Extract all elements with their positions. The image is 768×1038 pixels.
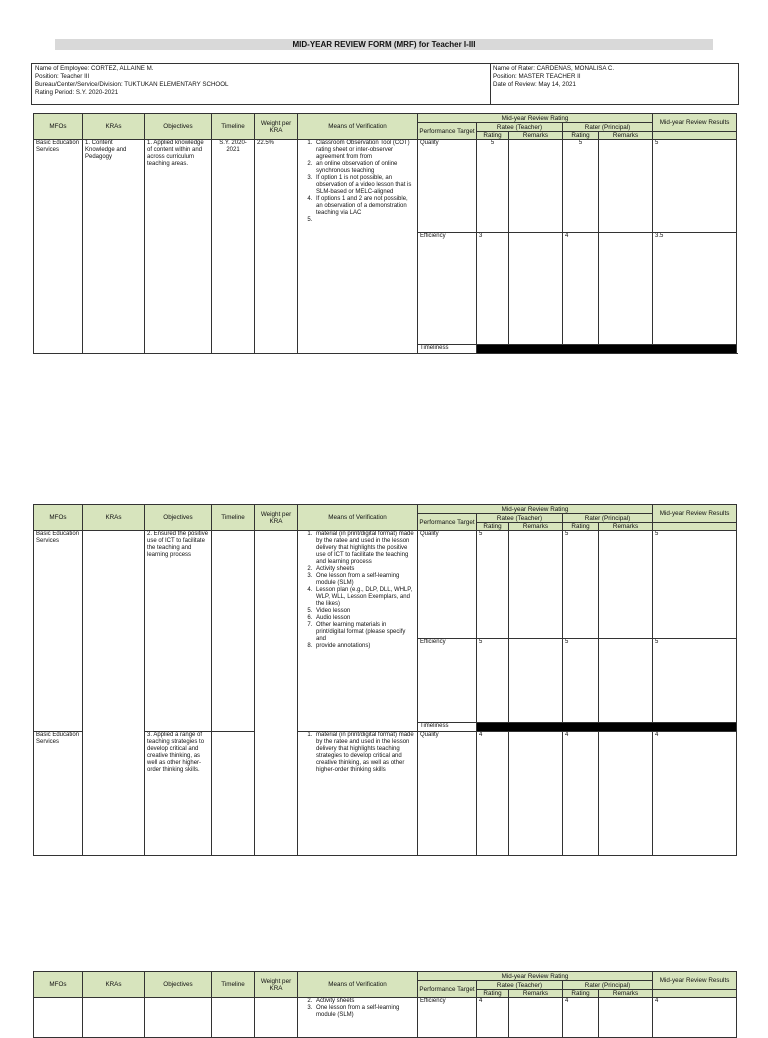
objective-cell: 3. Applied a range of teaching strategies to develop critical and creative thinking, as well as other higher-order thinking skills.	[145, 732, 212, 856]
target-efficiency: Efficiency	[418, 233, 477, 345]
rater-remarks	[599, 233, 653, 345]
header-ratee-rating: Rating	[477, 523, 509, 531]
header-timeline: Timeline	[212, 972, 255, 998]
mov-cell	[298, 998, 418, 1038]
ratee-remarks	[509, 233, 563, 345]
blackout-cell	[477, 723, 737, 732]
mov-list	[300, 998, 415, 1019]
list-item: 1. material (in print/digital format) made by the ratee and used in the lesson delivery that highlights teaching strategies to develop critical and creative thinking, as well as other higher-order thinking skills	[314, 732, 415, 774]
mov-cell	[298, 732, 418, 856]
list-item	[314, 217, 415, 224]
ratee-rating: 4	[477, 998, 509, 1038]
weight-cell: 22.5%	[255, 140, 298, 354]
header-ratee-remarks: Remarks	[509, 990, 563, 998]
form-title: MID-YEAR REVIEW FORM (MRF) for Teacher I-III	[55, 39, 713, 50]
header-timeline: Timeline	[212, 114, 255, 140]
target-efficiency: Efficiency	[418, 998, 477, 1038]
header-kras: KRAs	[83, 505, 145, 531]
list-item: 5. Video lesson	[314, 608, 415, 615]
header-rater-rating: Rating	[563, 132, 599, 140]
ratee-remarks	[509, 998, 563, 1038]
objective-cell	[145, 998, 212, 1038]
rater-position: Position: MASTER TEACHER II	[493, 73, 581, 80]
timeline-cell	[212, 998, 255, 1038]
employee-info	[35, 65, 490, 97]
mov-list	[300, 531, 415, 650]
header-performance-target: Performance Target	[418, 514, 477, 531]
rater-remarks	[599, 639, 653, 723]
header-results-blank	[653, 990, 737, 998]
rater-remarks	[599, 998, 653, 1038]
ratee-rating: 4	[477, 732, 509, 856]
mfo-cell: Basic Education Services	[34, 140, 83, 354]
header-mid-year-rating: Mid-year Review Rating	[418, 505, 653, 514]
target-timeliness: Timeliness	[418, 723, 477, 732]
header-weight: Weight per KRA	[255, 114, 298, 140]
list-item: 2. Activity sheets	[314, 998, 415, 1005]
kra-cell: 1. Content Knowledge and Pedagogy	[83, 140, 145, 354]
ratee-remarks	[509, 140, 563, 233]
header-objectives: Objectives	[145, 114, 212, 140]
target-timeliness: Timeliness	[418, 345, 477, 354]
header-mid-year-results: Mid-year Review Results	[653, 505, 737, 523]
header-ratee: Ratee (Teacher)	[477, 981, 563, 990]
employee-info-box	[31, 63, 739, 105]
header-kras: KRAs	[83, 972, 145, 998]
result-cell: 4	[653, 998, 737, 1038]
mfo-cell	[34, 998, 83, 1038]
header-ratee-remarks: Remarks	[509, 132, 563, 140]
rater-rating: 5	[563, 140, 599, 233]
header-performance-target: Performance Target	[418, 123, 477, 140]
list-item: 8. provide annotations)	[314, 643, 415, 650]
timeline-cell	[212, 732, 255, 856]
header-rater-remarks: Remarks	[599, 523, 653, 531]
header-rater: Rater (Principal)	[563, 514, 653, 523]
header-rater-rating: Rating	[563, 990, 599, 998]
header-objectives: Objectives	[145, 505, 212, 531]
info-divider	[490, 64, 491, 104]
table-row	[34, 998, 737, 1038]
list-item: 1. Classroom Observation Tool (COT) rating sheet or inter-observer agreement from from	[314, 140, 415, 161]
timeline-cell: S.Y. 2020-2021	[212, 140, 255, 354]
ratee-remarks	[509, 639, 563, 723]
header-mfos: MFOs	[34, 505, 83, 531]
blackout-cell	[477, 345, 737, 354]
header-ratee-remarks: Remarks	[509, 523, 563, 531]
rater-remarks	[599, 732, 653, 856]
header-mov: Means of Verification	[298, 505, 418, 531]
header-kras: KRAs	[83, 114, 145, 140]
list-item: 2. an online observation of online synchronous teaching	[314, 161, 415, 175]
ratee-rating: 3	[477, 233, 509, 345]
header-timeline: Timeline	[212, 505, 255, 531]
rater-info	[493, 65, 733, 89]
header-mfos: MFOs	[34, 972, 83, 998]
ratee-rating: 5	[477, 531, 509, 639]
header-rater-rating: Rating	[563, 523, 599, 531]
review-table-1	[33, 113, 737, 354]
list-item: 4. If options 1 and 2 are not possible, an observation of a demonstration teaching via LAC	[314, 196, 415, 217]
review-table-3	[33, 971, 737, 1038]
rater-name: Name of Rater: CARDENAS, MONALISA C.	[493, 65, 615, 72]
rating-period: Rating Period: S.Y. 2020-2021	[35, 89, 119, 96]
header-performance-target: Performance Target	[418, 981, 477, 998]
weight-cell	[255, 531, 298, 856]
header-mid-year-rating: Mid-year Review Rating	[418, 114, 653, 123]
objective-cell: 1. Applied knowledge of content within and across curriculum teaching areas.	[145, 140, 212, 354]
header-ratee: Ratee (Teacher)	[477, 514, 563, 523]
list-item: 3. One lesson from a self-learning module (SLM)	[314, 1005, 415, 1019]
header-weight: Weight per KRA	[255, 505, 298, 531]
list-item: 3. If option 1 is not possible, an observation of a video lesson that is SLM-based or MELC-aligned	[314, 175, 415, 196]
timeline-cell	[212, 531, 255, 732]
mfo-cell: Basic Education Services	[34, 732, 83, 856]
list-item: 4. Lesson plan (e.g., DLP, DLL, WHLP, WLP, WLL, Lesson Exemplars, and the likes)	[314, 587, 415, 608]
list-item: 7. Other learning materials in print/digital format (please specify and	[314, 622, 415, 643]
rater-rating: 5	[563, 531, 599, 639]
list-item: 1. material (in print/digital format) made by the ratee and used in the lesson delivery that highlights the positive use of ICT to facilitate the teaching and learning process	[314, 531, 415, 566]
result-cell: 3.5	[653, 233, 737, 345]
table-row	[34, 140, 737, 233]
list-item: 2. Activity sheets	[314, 566, 415, 573]
list-item: 6. Audio lesson	[314, 615, 415, 622]
mov-list	[300, 140, 415, 224]
rater-remarks	[599, 140, 653, 233]
ratee-rating: 5	[477, 639, 509, 723]
kra-cell	[83, 998, 145, 1038]
header-mid-year-results: Mid-year Review Results	[653, 114, 737, 132]
header-results-blank	[653, 523, 737, 531]
employee-bureau: Bureau/Center/Service/Division: TUKTUKAN ELEMENTARY SCHOOL	[35, 81, 229, 88]
header-mov: Means of Verification	[298, 114, 418, 140]
result-cell: 5	[653, 140, 737, 233]
mov-list	[300, 732, 415, 774]
mov-cell	[298, 531, 418, 732]
header-mov: Means of Verification	[298, 972, 418, 998]
header-weight: Weight per KRA	[255, 972, 298, 998]
header-rater: Rater (Principal)	[563, 981, 653, 990]
header-objectives: Objectives	[145, 972, 212, 998]
header-rater-remarks: Remarks	[599, 990, 653, 998]
header-mid-year-results: Mid-year Review Results	[653, 972, 737, 990]
rater-rating: 4	[563, 233, 599, 345]
ratee-remarks	[509, 732, 563, 856]
target-quality: Quality	[418, 531, 477, 639]
weight-cell	[255, 998, 298, 1038]
rater-remarks	[599, 531, 653, 639]
header-ratee-rating: Rating	[477, 132, 509, 140]
mfo-cell: Basic Education Services	[34, 531, 83, 732]
employee-name: Name of Employee: CORTEZ, ALLAINE M.	[35, 65, 154, 72]
ratee-remarks	[509, 531, 563, 639]
list-item: 3. One lesson from a self-learning module (SLM)	[314, 573, 415, 587]
header-mid-year-rating: Mid-year Review Rating	[418, 972, 653, 981]
target-quality: Quality	[418, 140, 477, 233]
mov-cell	[298, 140, 418, 354]
review-date: Date of Review: May 14, 2021	[493, 81, 576, 88]
header-rater-remarks: Remarks	[599, 132, 653, 140]
objective-cell: 2. Ensured the positive use of ICT to facilitate the teaching and learning process	[145, 531, 212, 732]
header-ratee: Ratee (Teacher)	[477, 123, 563, 132]
kra-cell	[83, 531, 145, 856]
result-cell: 4	[653, 732, 737, 856]
rater-rating: 4	[563, 998, 599, 1038]
result-cell: 5	[653, 531, 737, 639]
target-quality: Quality	[418, 732, 477, 856]
employee-position: Position: Teacher III	[35, 73, 90, 80]
header-ratee-rating: Rating	[477, 990, 509, 998]
result-cell: 5	[653, 639, 737, 723]
header-rater: Rater (Principal)	[563, 123, 653, 132]
header-results-blank	[653, 132, 737, 140]
review-table-2	[33, 504, 737, 856]
target-efficiency: Efficiency	[418, 639, 477, 723]
rater-rating: 4	[563, 732, 599, 856]
ratee-rating: 5	[477, 140, 509, 233]
table-row	[34, 531, 737, 639]
rater-rating: 5	[563, 639, 599, 723]
header-mfos: MFOs	[34, 114, 83, 140]
